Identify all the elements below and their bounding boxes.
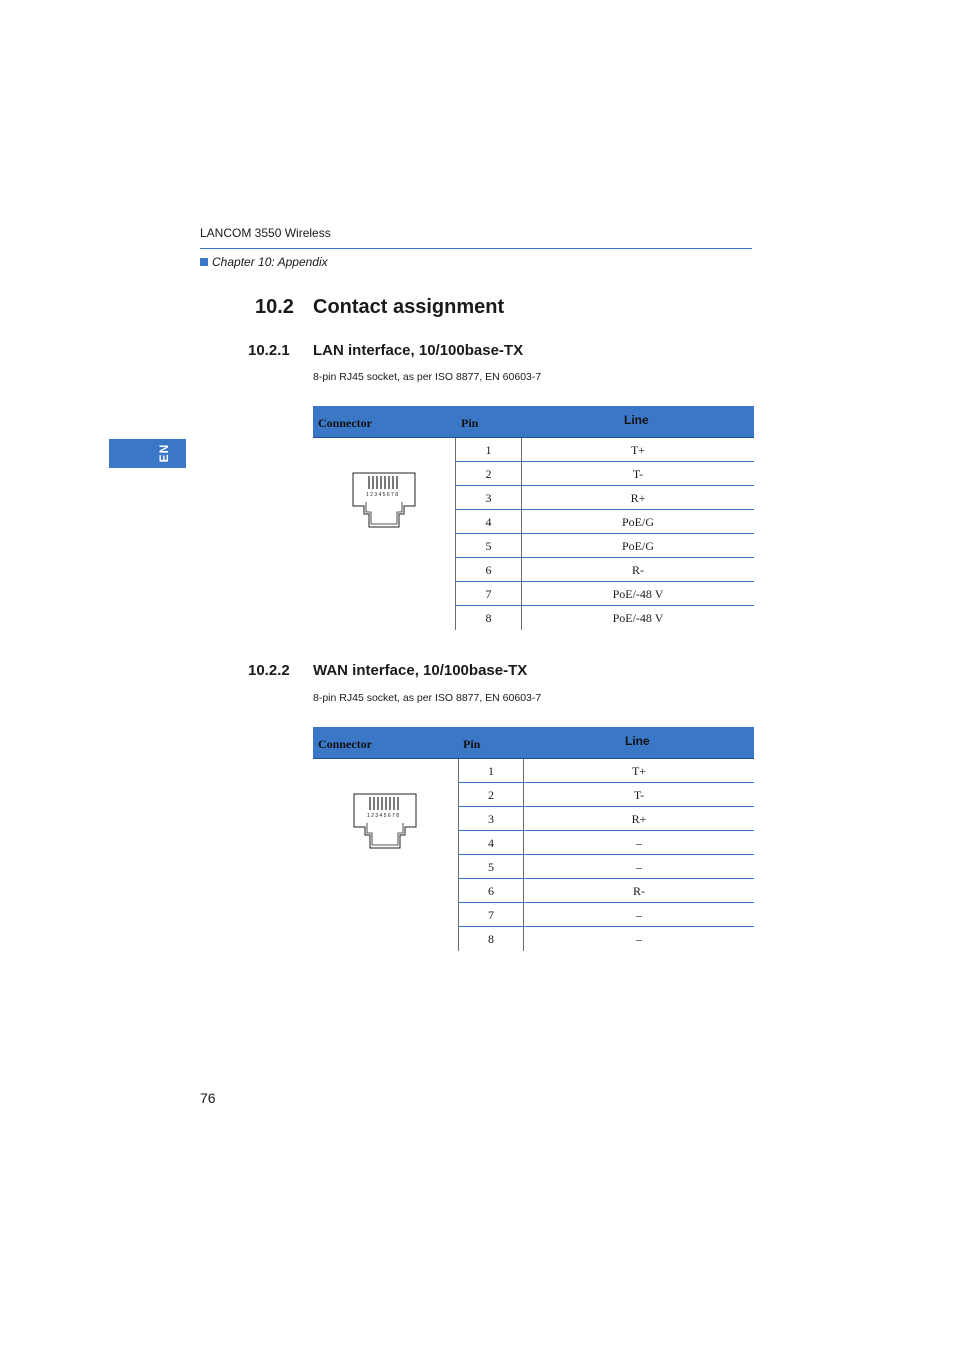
lan-table-row — [313, 438, 754, 462]
lan-line-cell: PoE/-48 V — [612, 587, 664, 601]
lan-number: 10.2.1 — [248, 342, 290, 359]
wan-title: WAN interface, 10/100base-TX — [313, 662, 528, 679]
lan-table-row — [313, 606, 754, 630]
wan-line-cell: – — [636, 860, 642, 874]
wan-table-row — [313, 759, 754, 783]
wan-pin-cell: 4 — [458, 831, 524, 855]
wan-line-cell: – — [636, 908, 642, 922]
lan-table-row — [313, 510, 754, 534]
lan-line-cell: PoE/-48 V — [612, 611, 664, 625]
wan-line-cell: T- — [633, 788, 645, 802]
section-title: Contact assignment — [313, 296, 505, 318]
wan-table-row — [313, 807, 754, 831]
lan-pin-cell: 2 — [455, 462, 522, 486]
lan-pin-cell: 3 — [455, 486, 522, 510]
wan-connector-pin-labels: 1 2 3 4 5 6 7 8 — [367, 813, 399, 819]
page-number: 76 — [200, 1090, 216, 1106]
wan-pin-cell: 2 — [458, 783, 524, 807]
wan-line-cell: R- — [633, 884, 645, 898]
lan-pin-cell: 8 — [455, 606, 522, 630]
lan-line-cell: PoE/G — [621, 539, 654, 553]
wan-table-row — [313, 927, 754, 951]
wan-pin-cell: 3 — [458, 807, 524, 831]
lan-title: LAN interface, 10/100base-TX — [313, 342, 524, 359]
wan-pin-cell: 6 — [458, 879, 524, 903]
wan-caption: 8-pin RJ45 socket, as per ISO 8877, EN 60603-7 — [313, 692, 542, 704]
wan-table-header — [313, 727, 754, 759]
lan-table-row — [313, 486, 754, 510]
wan-table-row — [313, 903, 754, 927]
lan-header-line: Line — [624, 413, 649, 427]
chapter-bullet-icon — [200, 258, 208, 266]
wan-table-row — [313, 783, 754, 807]
wan-header-pin: Pin — [463, 737, 481, 751]
wan-table-row — [313, 879, 754, 903]
wan-header-line: Line — [625, 734, 650, 748]
wan-pin-cell: 5 — [458, 855, 524, 879]
lan-table-row — [313, 582, 754, 606]
lan-table-row — [313, 558, 754, 582]
wan-pin-table — [313, 727, 754, 950]
lan-caption: 8-pin RJ45 socket, as per ISO 8877, EN 60603-7 — [313, 371, 542, 383]
wan-number: 10.2.2 — [248, 662, 290, 679]
wan-pin-cell: 8 — [458, 927, 524, 951]
language-tab-label: EN — [157, 443, 171, 463]
lan-connector-pin-labels: 1 2 3 4 5 6 7 8 — [366, 492, 398, 498]
header-rule — [200, 248, 752, 249]
lan-line-cell: R+ — [630, 491, 646, 505]
language-tab — [109, 439, 186, 468]
wan-line-cell: T+ — [631, 764, 647, 778]
lan-table-row — [313, 462, 754, 486]
lan-line-cell: T- — [632, 467, 644, 481]
wan-pin-cell: 7 — [458, 903, 524, 927]
wan-table-row — [313, 831, 754, 855]
lan-header-connector: Connector — [318, 416, 372, 430]
wan-line-cell: – — [636, 932, 642, 946]
wan-line-cell: R+ — [631, 812, 647, 826]
lan-pin-cell: 1 — [455, 438, 522, 462]
lan-pin-cell: 7 — [455, 582, 522, 606]
lan-pin-cell: 6 — [455, 558, 522, 582]
lan-line-cell: PoE/G — [621, 515, 654, 529]
wan-line-cell: – — [636, 836, 642, 850]
wan-pin-cell: 1 — [458, 759, 524, 783]
section-number: 10.2 — [255, 296, 294, 318]
lan-table-row — [313, 534, 754, 558]
lan-pin-cell: 4 — [455, 510, 522, 534]
lan-header-pin: Pin — [461, 416, 479, 430]
running-header-title: LANCOM 3550 Wireless — [200, 226, 331, 240]
lan-line-cell: R- — [632, 563, 644, 577]
lan-table-header — [313, 406, 754, 438]
running-header-chapter — [200, 255, 328, 269]
lan-line-cell: T+ — [630, 443, 646, 457]
wan-header-connector: Connector — [318, 737, 372, 751]
wan-table-row — [313, 855, 754, 879]
chapter-label: Chapter 10: Appendix — [212, 255, 328, 269]
lan-pin-cell: 5 — [455, 534, 522, 558]
lan-pin-table — [313, 406, 754, 629]
